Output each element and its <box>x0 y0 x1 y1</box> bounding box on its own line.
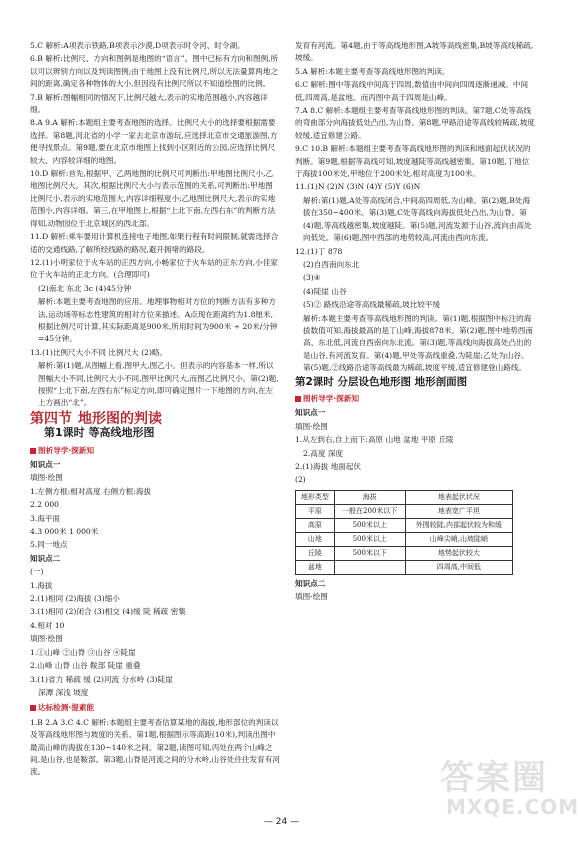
guide-tag-2 <box>295 393 359 405</box>
kp1-item-5: 5.同一地点 <box>30 540 68 550</box>
watermark-logo: 答案圈 <box>440 758 548 798</box>
table-cell: 丘陵 <box>296 546 335 560</box>
r-answer-12-2: (2)自西南向东北 <box>303 259 360 269</box>
r-kp1-item-2: 2.(1)海拔 地面起伏 <box>295 462 361 471</box>
table-row <box>296 504 513 518</box>
check-answers-1-4: 1.B 2.A 3.C 4.C 解析:本题组主要考查估算某地的海拔,地形部位的判读以及等高线地形图与坡度的关系。第1题,根据图示等高距(10米),判读出图中最高山峰的海拔在130~140米之间。第2题,读图可知,丙处在两个山峰之间,是山谷,也是鞍部。第3题,山脊是河流之间的分水岭,山谷处往往发育有河流。 <box>30 717 280 777</box>
table-header-row <box>296 490 513 504</box>
table-row <box>296 560 513 574</box>
kp1-item-4: 4.3 000米 1 000米 <box>30 527 99 537</box>
terrain-table <box>295 490 513 575</box>
r-answer-12-4: (4)陡崖 山谷 <box>303 286 347 296</box>
right-column <box>295 40 535 605</box>
table-header: 海拔 <box>334 490 405 504</box>
table-cell: 一般在200米以下 <box>334 504 405 518</box>
r-answer-11-analysis: 解析:第(1)题,A处等高线闭合,中间高四周低,为山峰。第(2)题,B处海拔在350~400米。第(3)题,C处等高线向海拔低处凸出,为山脊。第(4)题,等高线越密集,坡度越陡。第(5)题,河流发源于山谷,流向由高处向低处。第(6)题,图中西部的地势较高,河流由西向东流。 <box>303 195 532 243</box>
answer-6: 6.B 解析:比例尺、方向和图例是地图的“语言”。图中已标有方向和图例,所以可以辨别方向以及判读图例;由于地图上没有比例尺,所以无法量算两地之间的距离,确定各种物体的大小,但因没有比例尺所以不知道绘图的比例。 <box>30 54 279 89</box>
page-number: — 24 — <box>263 817 300 827</box>
r-knowledge-point-1: 知识点一 <box>295 408 326 418</box>
r-answer-12-3: (3)④ <box>303 273 321 283</box>
r-knowledge-point-2: 知识点二 <box>295 578 326 588</box>
tag-marker-icon <box>30 448 36 454</box>
answer-12-2: (2)南北 东北 3c (4)45分钟 <box>38 283 132 293</box>
guide-tag-2-label: 图析导学·探新知 <box>303 393 360 403</box>
answer-11: 11.D 解析:乘车要用计算机连接电子地图,如果行程有时间限制,就需选择合适的交通线路,了解所经线路的路况,避开拥堵的路段。 <box>30 232 279 254</box>
table-cell: 平原 <box>296 504 335 518</box>
table-cell: 500米以上 <box>334 518 405 532</box>
table-cell: 山地 <box>296 532 335 546</box>
table-cell: 500米以上 <box>334 532 405 546</box>
table-cell: 地表宽广平坦 <box>405 504 512 518</box>
table-cell: 地势起伏较大 <box>405 546 512 560</box>
table-header: 地形类型 <box>296 490 335 504</box>
kp1-item-1: 1.左侧方框:相对高度 右侧方框:海拔 <box>30 486 152 496</box>
r-kp1-item-1b: 2.高度 深度 <box>303 448 344 458</box>
table-cell: 盆地 <box>296 560 335 574</box>
r-answer-12-analysis: 解析:本题主要考查等高线地形图的判读。第(1)题,根据图中标注的海拔数值可知,海拔最高的是丁山峰,海拔878米。第(2)题,图中地势西南高、东北低,河流自西南向东北流。第(3)题,等高线向海拔高处凸出的是山谷,有河流发育。第(4)题,甲处等高线重叠,为陡崖;乙处为山谷。第(5)题,②线路沿途等高线最为稀疏,坡度平缓,适宜修建登山路线。 <box>303 313 533 373</box>
guide-tag <box>30 445 94 457</box>
kp2-draw-3b: 深潭 深浅 坡度 <box>38 687 89 697</box>
check-tag-label: 达标检测·提素能 <box>38 703 95 713</box>
r-answer-6: 6.C 解析:图中等高线中间高于四周,数值由中间向四周逐渐递减。中间低,四周高,是盆地。而丙图中高于四周是山峰。 <box>295 80 529 102</box>
answer-7: 7.B 解析:图幅相同的情况下,比例尺越大,表示的实地范围越小,内容越详细。 <box>30 92 268 115</box>
table-cell: 外围较陡,内部起伏较为和缓 <box>405 518 512 532</box>
kp2-item-2: 2.(1)相同 (2)海拔 (3)缩小 <box>30 594 120 604</box>
table-cell: 四周高,中间低 <box>405 560 512 574</box>
answer-10: 10.D 解析:首先,根据甲、乙两地图的比例尺可判断出:甲地图比例尺小,乙地图比例尺大。其次,根据比例尺大小与表示范围的关系,可判断出:甲地图比例尺小,表示的实地范围大,内容详细程度小;乙地图比例尺大,表示的实地范围小,内容详细。第三,在甲地图上,根据“上北下南,左西右东”的判断方法得知,动物园位于北京城区的西北部。 <box>30 169 276 228</box>
kp1-item-3: 3.海平面 <box>30 513 61 523</box>
watermark-url: MXQE.COM <box>446 795 579 819</box>
lesson-1-title: 第1课时 等高线地形图 <box>44 426 155 440</box>
r-answer-5: 5.A 解析:本题主要考查等高线地形图的判读。 <box>295 66 450 76</box>
r-fill-drawing-2: 填图·绘图 <box>295 592 328 602</box>
table-cell: 500米以下 <box>334 546 405 560</box>
answer-5: 5.C 解析:A项表示铁路,B项表示沙漠,D项表示时令河、时令湖。 <box>30 41 245 50</box>
table-header: 地表起伏状况 <box>405 490 512 504</box>
table-cell: 高原 <box>296 518 335 532</box>
answer-13: 13.(1)比例尺大小不同 比例尺大 (2)略。 <box>30 347 168 357</box>
section-header <box>30 410 280 427</box>
kp2-draw-3: 3.(1)省力 稀疏 缓 (2)河流 分水岭 (3)陡崖 <box>30 674 173 684</box>
kp2-item-3: 3.(1)相同 (2)闭合 (3)相交 (4)缓 陡 稀疏 密集 <box>30 607 186 617</box>
table-cell <box>334 560 405 574</box>
r-answer-7-8: 7.A 8.C 解析:本题组主要考查等高线地形图的判读。第7题,C处等高线的弯曲部分向海拔低处凸出,为山脊。第8题,甲路沿途等高线较稀疏,坡度较缓,适宜修建公路。 <box>295 106 535 140</box>
table-row <box>296 532 513 546</box>
fill-drawing: 填图·绘图 <box>30 473 63 483</box>
table-cell: 山峰尖峭,山坡陡峭 <box>405 532 512 546</box>
left-column <box>30 40 280 780</box>
r-kp1-item-2b: (2) <box>295 475 306 485</box>
section-number: 第四节 <box>30 410 72 427</box>
guide-tag-label: 图析导学·探新知 <box>38 445 95 455</box>
knowledge-point-1: 知识点一 <box>30 460 61 469</box>
tag-marker-icon <box>30 705 36 711</box>
kp1-item-2: 2.2 000 <box>30 500 59 510</box>
r-fill-drawing: 填图·绘图 <box>295 421 328 431</box>
kp2-item-1: 1.海拔 <box>30 580 53 590</box>
kp2-draw-1: 1.①山峰 ②山脊 ③山谷 ④陡崖 <box>30 647 136 657</box>
lesson-2-title: 第2课时 分层设色地形图 地形剖面图 <box>295 375 468 388</box>
answer-12-1: 12.(1)小明家位于火车站的正西方向,小畅家位于火车站的正东方向,小佳家位于火车站的正北方向。(合理即可) <box>30 257 278 280</box>
kp2-draw-2: 2.山峰 山脊 山谷 鞍部 陡崖 重叠 <box>30 661 141 671</box>
knowledge-point-2: 知识点二 <box>30 553 61 563</box>
r-answer-9-10: 9.C 10.B 解析:本题组主要考查等高线地形图的判读和地面起伏状况的判断。第9题,根据等高线可知,坡度越陡等高线越密集。第10题,丁地位于海拔100米处,甲地位于200米处,相对高度为100米。 <box>295 144 531 179</box>
r-answer-11: 11.(1)N (2)N (3)N (4)Y (5)Y (6)N <box>295 182 421 192</box>
fill-drawing-2: 填图·绘图 <box>30 634 63 644</box>
answer-13-analysis: 解析:第(1)题,从图幅上看,图甲大,图乙小。但表示的内容基本一样,所以图幅大小不同,比例尺大小不同,图甲比例尺大,而图乙比例尺小。第(2)题,按照“上北下南,左西右东”标定方向,即可确定图片一下地图的方向,在左上方画出“北”。 <box>38 361 279 408</box>
kp2-part-1: (一) <box>30 567 44 577</box>
table-row <box>296 518 513 532</box>
answer-12-analysis: 解析:本题主要考查地图的应用。地理事物相对方位的判断方法有多种方法,运动场等标志性建筑的相对方位来描述。A点现在距离约为1.8厘米,根据比例尺可计算,其实际距离是900米,所用时间为900米 ÷ 20米/分钟=45分钟。 <box>38 297 278 344</box>
kp2-item-4: 4.相对 10 <box>30 620 65 630</box>
tag-marker-icon <box>295 396 301 402</box>
table-row <box>296 546 513 560</box>
r-kp1-item-1: 1.从左到右,自上而下:高原 山地 盆地 平原 丘陵 <box>295 435 454 445</box>
check-tag <box>30 702 94 714</box>
r-answer-12-1: 12.(1)丁 878 <box>295 246 343 256</box>
r-answer-12-5: (5)② 路线沿途等高线最稀疏,坡比较平缓 <box>303 300 441 310</box>
answer-8-9: 8.A 9.A 解析:本题组主要考查地图的选择。比例尺大小的选择要根据需要选择。第8题,河北省的小学一家去北京市游玩,应选择北京市交通旅游图,方便寻找景点。第9题,要在北京市地图上找到小区附近的公园,应选择比例尺较大、内容较详细的地图。 <box>30 118 278 165</box>
section-title: 地形图的判读 <box>78 410 162 427</box>
r-cont: 发育有河流。第4题,由于等高线地形图,A坡等高线密集,B坡等高线稀疏,坡缓。 <box>295 41 534 63</box>
